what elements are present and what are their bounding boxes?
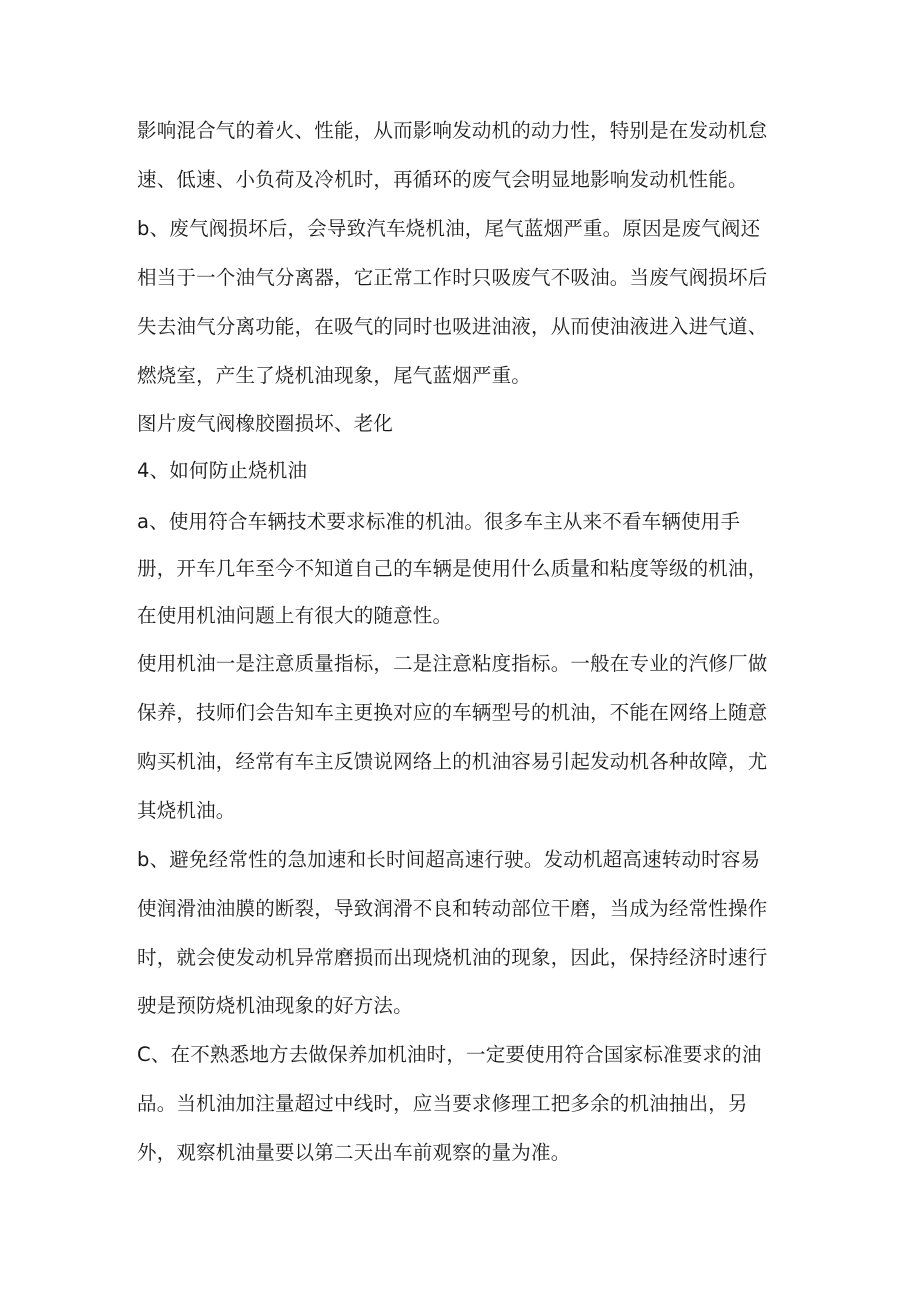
text-line-22: 外，观察机油量要以第二天出车前观察的量为准。 [137,1141,571,1164]
text-line-10: 册，开车几年至今不知道自己的车辆是使用什么质量和粘度等级的机油， [137,557,768,580]
text-line-17: 使润滑油油膜的断裂，导致润滑不良和转动部位干磨，当成为经常性操作 [137,897,768,920]
text-line-5: 失去油气分离功能，在吸气的同时也吸进油液，从而使油液进入进气道、 [137,315,768,338]
text-line-21: 品。当机油加注量超过中线时，应当要求修理工把多余的机油抽出，另 [137,1092,748,1115]
text-line-11: 在使用机油问题上有很大的随意性。 [137,604,453,627]
text-line-9: a、使用符合车辆技术要求标准的机油。很多车主从来不看车辆使用手 [137,510,741,533]
text-line-12: 使用机油一是注意质量指标，二是注意粘度指标。一般在专业的汽修厂做 [137,652,768,675]
text-line-20: C、在不熟悉地方去做保养加机油时，一定要使用符合国家标准要求的油 [137,1043,762,1066]
text-line-3: b、废气阀损坏后，会导致汽车烧机油，尾气蓝烟严重。原因是废气阀还 [137,217,761,240]
text-line-16: b、避免经常性的急加速和长时间超高速行驶。发动机超高速转动时容易 [137,848,761,871]
text-line-19: 驶是预防烧机油现象的好方法。 [137,994,413,1017]
text-line-4: 相当于一个油气分离器，它正常工作时只吸废气不吸油。当废气阀损坏后 [137,266,768,289]
text-line-18: 时，就会使发动机异常磨损而出现烧机油的现象，因此，保持经济时速行 [137,946,768,969]
text-line-15: 其烧机油。 [137,799,236,822]
text-line-8: 4、如何防止烧机油 [137,459,308,482]
text-line-13: 保养，技师们会告知车主更换对应的车辆型号的机油，不能在网络上随意 [137,701,768,724]
text-line-7: 图片废气阀橡胶圈损坏、老化 [137,412,394,435]
text-line-14: 购买机油，经常有车主反馈说网络上的机油容易引起发动机各种故障，尤 [137,750,768,773]
text-line-1: 影响混合气的着火、性能，从而影响发动机的动力性，特别是在发动机怠 [137,119,768,142]
text-line-2: 速、低速、小负荷及冷机时，再循环的废气会明显地影响发动机性能。 [137,168,748,191]
text-line-6: 燃烧室，产生了烧机油现象，尾气蓝烟严重。 [137,364,532,387]
